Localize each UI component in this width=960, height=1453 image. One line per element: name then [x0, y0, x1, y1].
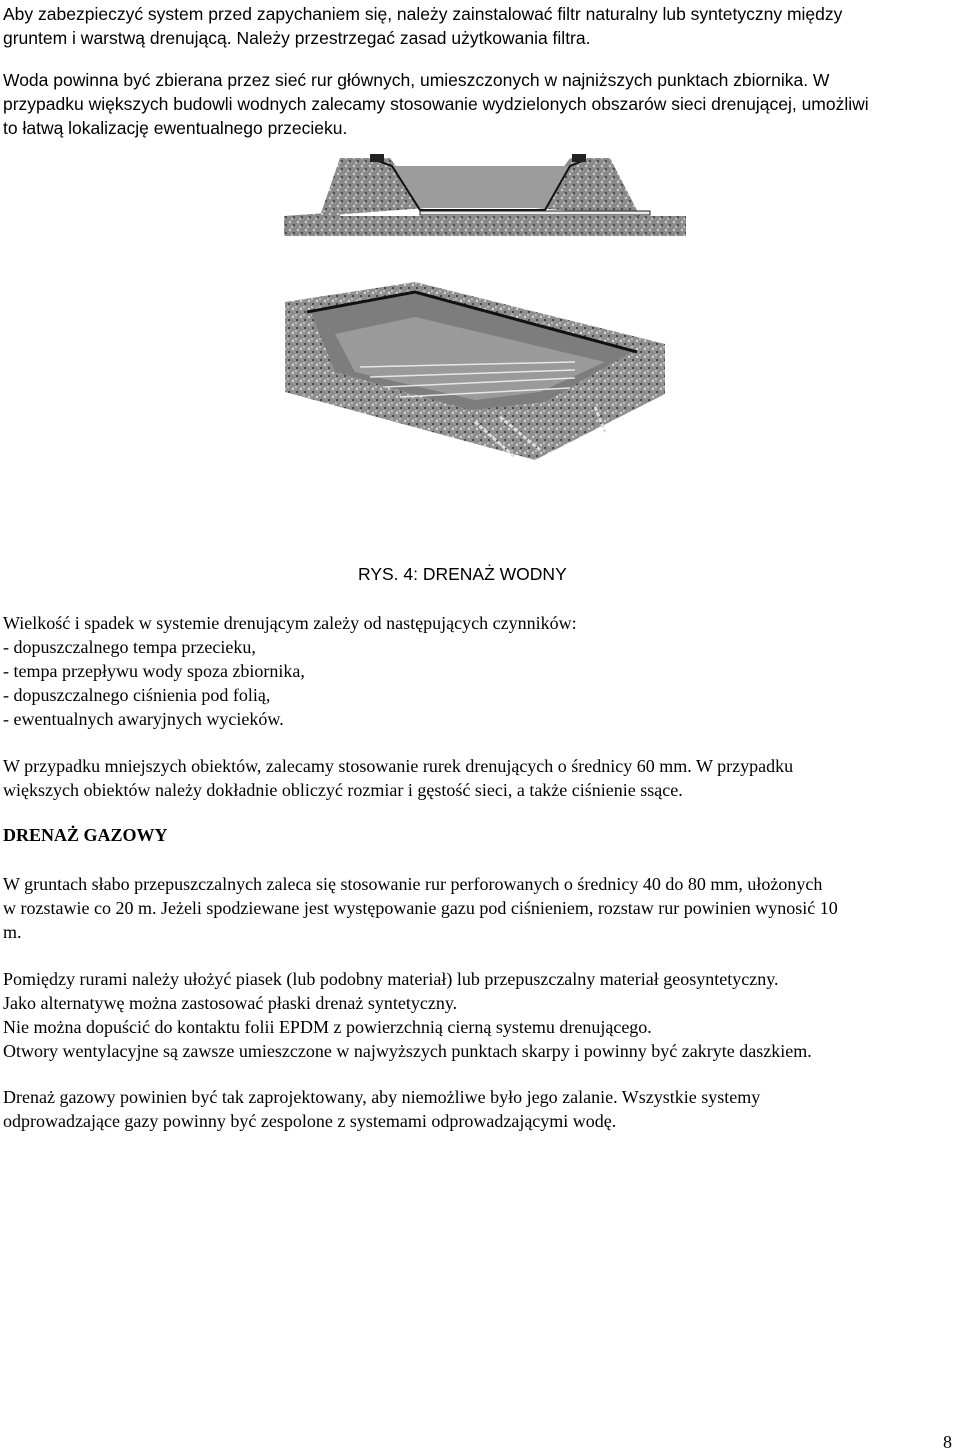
text-line: większych obiektów należy dokładnie obliczyć rozmiar i gęstość sieci, a także ciśnienie ssące.: [3, 780, 683, 800]
factors-list: [3, 611, 951, 731]
intro-paragraph-1: [3, 2, 951, 50]
list-item: - tempa przepływu wody spoza zbiornika,: [3, 661, 305, 681]
text-line: Otwory wentylacyjne są zawsze umieszczone w najwyższych punktach skarpy i powinny być zakryte daszkiem.: [3, 1041, 812, 1061]
text-line: w rozstawie co 20 m. Jeżeli spodziewane jest występowanie gazu pod ciśnieniem, rozstaw rur powinien wynosić 10: [3, 898, 838, 918]
small-objects-paragraph: [3, 754, 951, 802]
text-line: W przypadku mniejszych obiektów, zalecamy stosowanie rurek drenujących o średnicy 60 mm. W przypadku: [3, 756, 794, 776]
text-line: Drenaż gazowy powinien być tak zaprojektowany, aby niemożliwe było jego zalanie. Wszystkie systemy: [3, 1087, 761, 1107]
text-line: przypadku większych budowli wodnych zalecamy stosowanie wydzielonych obszarów sieci drenującej, umożliwi: [3, 94, 869, 114]
text-line: W gruntach słabo przepuszczalnych zaleca się stosowanie rur perforowanych o średnicy 40 do 80 mm, ułożonych: [3, 874, 823, 894]
text-line: gruntem i warstwą drenującą. Należy przestrzegać zasad użytkowania filtra.: [3, 28, 591, 48]
section-heading: DRENAŻ GAZOWY: [3, 825, 168, 845]
pond-cross-section-figure: [280, 148, 690, 258]
pond-perspective-figure: [275, 282, 675, 462]
list-item: - ewentualnych awaryjnych wycieków.: [3, 709, 284, 729]
gas-paragraph-3: [3, 1085, 951, 1133]
text-line: m.: [3, 922, 22, 942]
gas-paragraph-2: [3, 967, 951, 1063]
intro-paragraph-2: [3, 68, 951, 140]
list-item: - dopuszczalnego ciśnienia pod folią,: [3, 685, 271, 705]
gas-paragraph-1: [3, 872, 951, 944]
list-item: - dopuszczalnego tempa przecieku,: [3, 637, 256, 657]
list-item: Wielkość i spadek w systemie drenującym zależy od następujących czynników:: [3, 613, 577, 633]
text-line: Pomiędzy rurami należy ułożyć piasek (lub podobny materiał) lub przepuszczalny materiał geosyntetyczny.: [3, 969, 779, 989]
text-line: Woda powinna być zbierana przez sieć rur głównych, umieszczonych w najniższych punktach zbiornika. W: [3, 70, 830, 90]
text-line: Jako alternatywę można zastosować płaski drenaż syntetyczny.: [3, 993, 458, 1013]
text-line: odprowadzające gazy powinny być zespolone z systemami odprowadzającymi wodę.: [3, 1111, 617, 1131]
figure-caption: RYS. 4: DRENAŻ WODNY: [358, 564, 567, 584]
text-line: to łatwą lokalizację ewentualnego przecieku.: [3, 118, 348, 138]
page-number: 8: [943, 1432, 952, 1452]
text-line: Aby zabezpieczyć system przed zapychaniem się, należy zainstalować filtr naturalny lub syntetyczny między: [3, 4, 843, 24]
text-line: Nie można dopuścić do kontaktu folii EPDM z powierzchnią cierną systemu drenującego.: [3, 1017, 652, 1037]
